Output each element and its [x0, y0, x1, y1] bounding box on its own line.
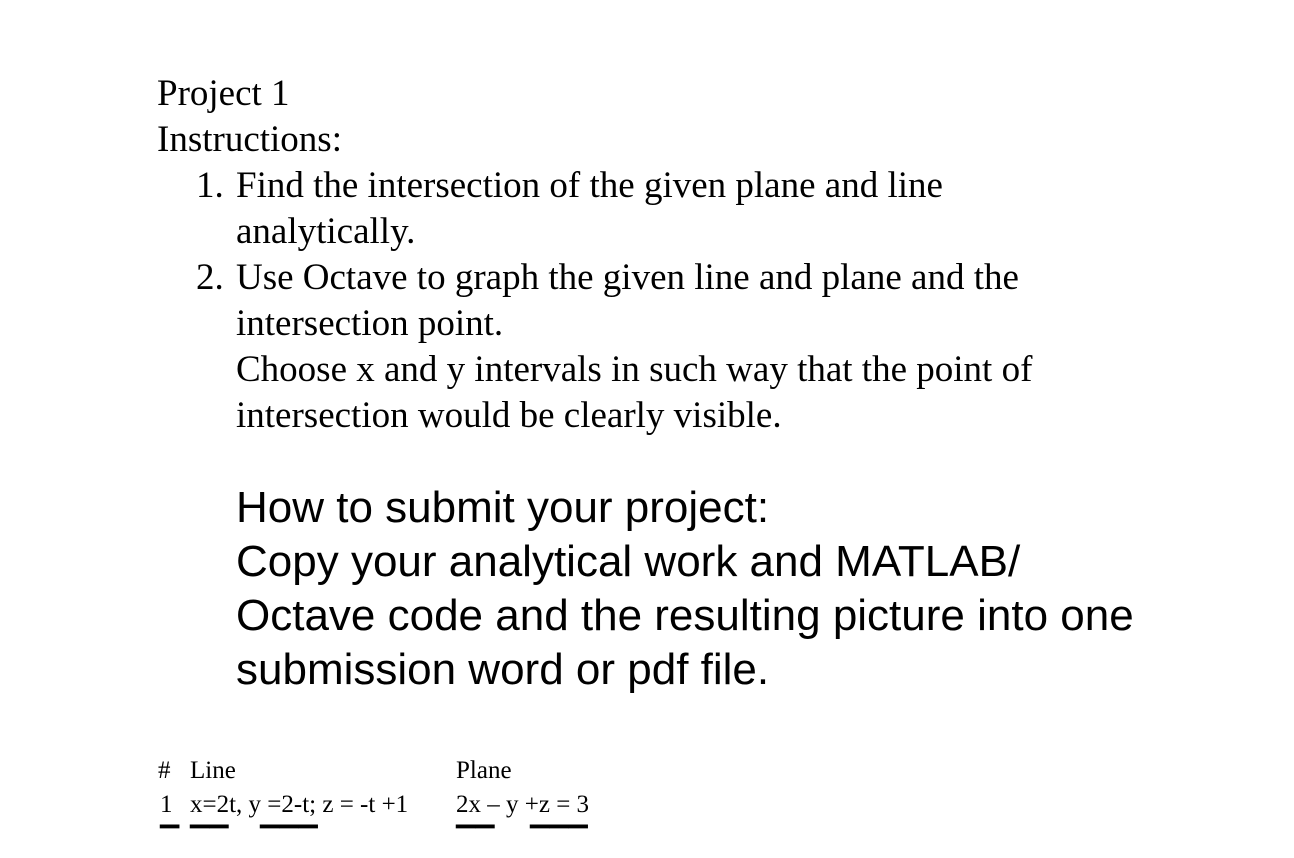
instruction-number-2: 2.	[196, 257, 224, 298]
instruction-2-line-1: Use Octave to graph the given line and plane and the	[236, 257, 1019, 298]
table-header-plane: Plane	[456, 757, 512, 784]
instructions-heading: Instructions:	[157, 119, 342, 160]
table-header-line: Line	[190, 757, 236, 784]
instruction-2-line-2: intersection point.	[236, 303, 504, 344]
clipped-row-fragment-4: ▔▔	[456, 827, 495, 854]
instruction-2-line-3: Choose x and y intervals in such way that the point of	[236, 349, 1033, 390]
submission-heading: How to submit your project:	[236, 483, 770, 532]
instruction-1-line-1: Find the intersection of the given plane and line	[236, 165, 943, 206]
table-row-number: 1	[160, 791, 173, 818]
table-header-number: #	[158, 757, 171, 784]
instruction-1-line-2: analytically.	[236, 211, 416, 252]
clipped-row-fragment-2: ▔▔	[190, 827, 229, 854]
table-row-plane: 2x – y +z = 3	[456, 791, 590, 818]
submission-line-1: Copy your analytical work and MATLAB/	[236, 537, 1021, 586]
clipped-row-fragment-5: ▔▔▔	[530, 827, 588, 854]
project-title: Project 1	[157, 73, 290, 114]
instruction-number-1: 1.	[196, 165, 224, 206]
instruction-2-line-4: intersection would be clearly visible.	[236, 395, 782, 436]
clipped-table-row-edge	[0, 826, 1294, 854]
clipped-row-fragment-1: ▔	[160, 827, 180, 854]
submission-line-3: submission word or pdf file.	[236, 645, 770, 694]
table-row-line: x=2t, y =2-t; z = -t +1	[190, 791, 409, 818]
clipped-row-fragment-3: ▔▔▔	[260, 827, 318, 854]
submission-line-2: Octave code and the resulting picture into one	[236, 591, 1134, 640]
